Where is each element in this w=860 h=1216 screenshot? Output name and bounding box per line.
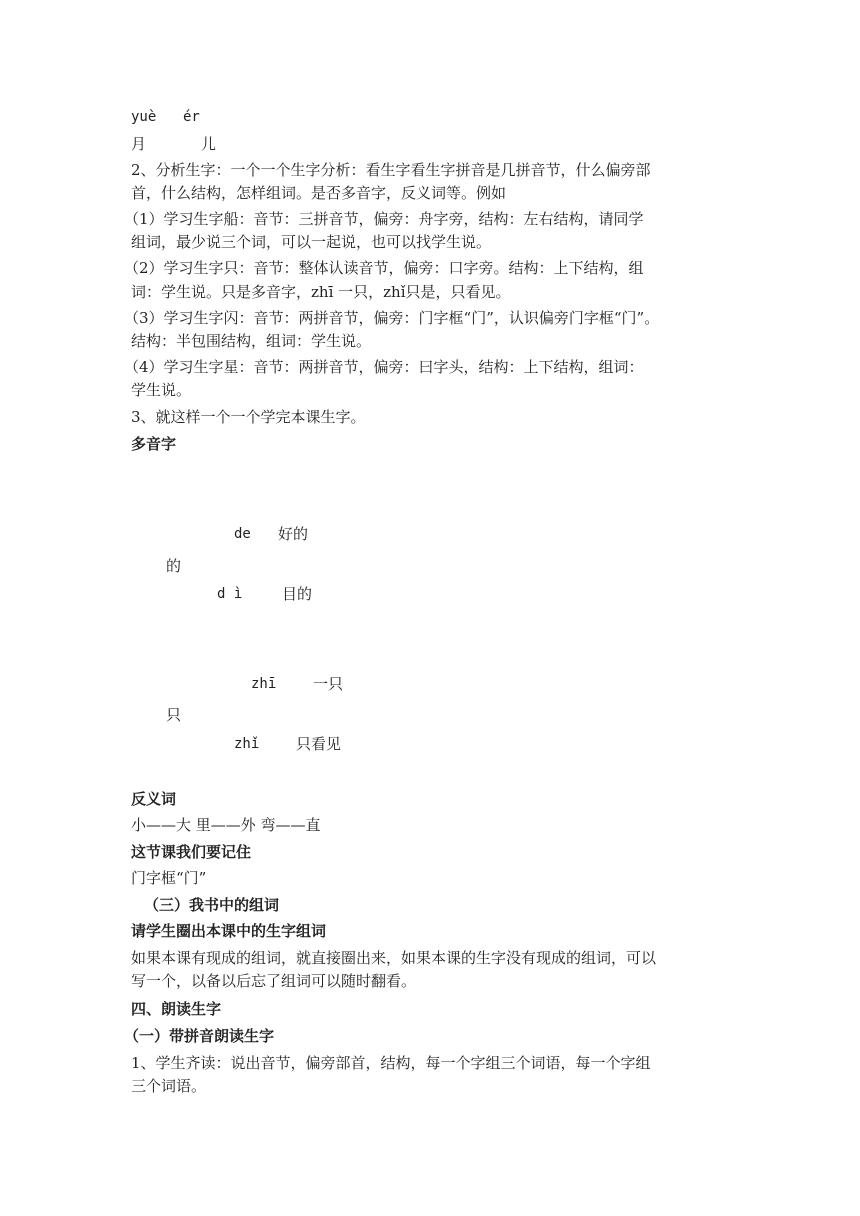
pinyin-yue: yuè <box>131 109 157 125</box>
char-de: 的 <box>166 557 182 575</box>
text-line: 词：学生说。只是多音字，zhī 一只，zhǐ只是，只看见。 <box>131 283 511 301</box>
text-line: 三个词语。 <box>131 1077 207 1095</box>
antonym-line: 小——大 里——外 弯——直 <box>131 816 321 834</box>
char-er: 儿 <box>201 135 217 153</box>
heading-remember: 这节课我们要记住 <box>131 843 252 861</box>
text-line: 结构：半包围结构，组词：学生说。 <box>131 332 372 350</box>
heading-quan: 请学生圈出本课中的生字组词 <box>131 922 327 940</box>
heading-daipinyin: （一）带拼音朗读生字 <box>124 1027 275 1045</box>
word-mudi: 目的 <box>282 585 313 603</box>
text-line: 首，什么结构，怎样组词。是否多音字，反义词等。例如 <box>131 184 507 202</box>
text-line: （3）学习生字闪：音节：两拼音节，偏旁：门字框“门”，认识偏旁门字框“门”。 <box>124 309 660 327</box>
pinyin-er: ér <box>183 109 200 125</box>
pinyin-de: de <box>234 526 251 542</box>
word-haode: 好的 <box>278 525 309 543</box>
text-line: （2）学习生字只：音节：整体认读音节，偏旁：口字旁。结构：上下结构，组 <box>124 259 644 277</box>
char-zhi: 只 <box>166 706 182 724</box>
text-line: 门字框“门” <box>131 869 207 887</box>
text-line: 3、就这样一个一个学完本课生字。 <box>131 408 366 426</box>
char-yue: 月 <box>131 135 147 153</box>
pinyin-zhi3: zhǐ <box>234 736 260 752</box>
text-line: （4）学习生字星：音节：两拼音节，偏旁：曰字头，结构：上下结构，组词： <box>124 358 644 376</box>
text-line: （1）学习生字船：音节：三拼音节，偏旁：舟字旁，结构：左右结构，请同学 <box>124 210 644 228</box>
heading-langdu: 四、朗读生字 <box>131 1000 222 1018</box>
word-yizhi: 一只 <box>313 675 344 693</box>
text-line: 学生说。 <box>131 381 192 399</box>
heading-fanyici: 反义词 <box>131 790 177 808</box>
heading-zuci: （三）我书中的组词 <box>144 896 280 914</box>
word-zhikanjian: 只看见 <box>296 735 342 753</box>
text-line: 1、学生齐读：说出音节，偏旁部首，结构，每一个字组三个词语，每一个字组 <box>131 1054 651 1072</box>
pinyin-di: d ì <box>217 586 243 602</box>
text-line: 如果本课有现成的组词，就直接圈出来，如果本课的生字没有现成的组词，可以 <box>131 949 657 967</box>
pinyin-zhi1: zhī <box>251 676 277 692</box>
text-line: 组词，最少说三个词，可以一起说，也可以找学生说。 <box>131 233 492 251</box>
heading-duoyinzi: 多音字 <box>131 435 177 453</box>
text-line: 2、分析生字：一个一个生字分析：看生字看生字拼音是几拼音节，什么偏旁部 <box>131 161 651 179</box>
text-line: 写一个，以备以后忘了组词可以随时翻看。 <box>131 972 417 990</box>
